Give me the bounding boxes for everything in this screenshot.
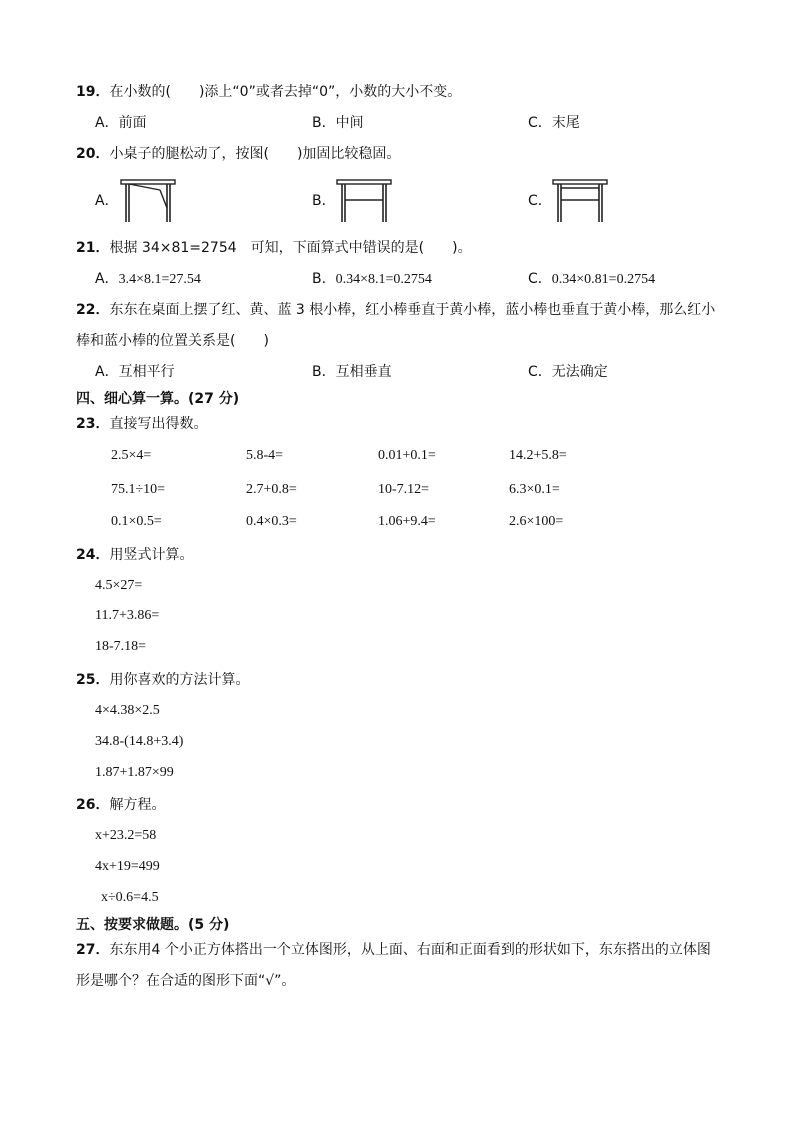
q20-stem [76,145,400,163]
q27-number: 27． [76,942,110,958]
option-letter: B． [312,364,336,380]
option-letter: A． [95,364,119,380]
q19-number: 19． [76,84,110,100]
q22-option-b[interactable] [312,363,392,381]
q19-text: 在小数的( )添上“0”或者去掉“0”，小数的大小不变。 [109,84,462,100]
q22-text-line1: 东东在桌面上摆了红、黄、蓝 3 根小棒，红小棒垂直于黄小棒，蓝小棒也垂直于黄小棒，那么红小 [109,302,716,318]
option-text: 互相平行 [118,364,175,380]
option-letter: B． [312,271,336,287]
q22-stem-line2: 棒和蓝小棒的位置关系是( ) [76,333,269,349]
q23-item: 14.2+5.8= [509,448,567,463]
section-4-heading: 四、细心算一算。(27 分) [76,391,240,407]
q22-option-c[interactable] [528,363,608,381]
q19-option-a[interactable] [95,114,147,132]
q24-text: 用竖式计算。 [109,547,194,563]
q24-item: 4.5×27= [95,578,143,593]
q23-item: 0.1×0.5= [111,514,162,529]
q23-item: 2.5×4= [111,448,152,463]
option-letter: A． [95,115,119,131]
q26-item: x÷0.6=4.5 [101,890,159,905]
q20-number: 20． [76,146,110,162]
q23-item: 0.4×0.3= [246,514,297,529]
q27-stem-line1 [76,941,711,959]
q25-item: 1.87+1.87×99 [95,765,174,780]
option-letter: C． [528,193,552,209]
option-text: 中间 [335,115,364,131]
q23-item: 10-7.12= [378,482,430,497]
q19-option-b[interactable] [312,114,364,132]
q26-text: 解方程。 [109,797,166,813]
q19-stem [76,83,461,101]
q21-stem [76,239,472,257]
option-letter: C． [528,271,552,287]
q27-text-line1: 东东用4 个小正方体搭出一个立体图形，从上面、右面和正面看到的形状如下，东东搭出的立体图 [109,942,711,958]
q20-option-c[interactable] [528,192,552,210]
table-a-icon [120,178,176,224]
q22-option-a[interactable] [95,363,175,381]
option-letter: B． [312,115,336,131]
q21-number: 21． [76,240,110,256]
option-letter: B． [312,193,336,209]
q23-number: 23． [76,416,110,432]
q23-item: 2.7+0.8= [246,482,297,497]
q25-text: 用你喜欢的方法计算。 [109,672,250,688]
q23-stem [76,415,207,433]
q25-item: 34.8-(14.8+3.4) [95,734,184,749]
option-letter: C． [528,364,552,380]
q21-option-b[interactable] [312,270,432,289]
option-text: 3.4×8.1=27.54 [118,272,201,287]
q23-text: 直接写出得数。 [109,416,208,432]
q21-option-c[interactable] [528,270,655,289]
option-text: 0.34×8.1=0.2754 [335,272,432,287]
q24-number: 24． [76,547,110,563]
q26-item: x+23.2=58 [95,828,157,843]
q20-option-b[interactable] [312,192,336,210]
option-letter: A． [95,271,119,287]
section-5-heading: 五、按要求做题。(5 分) [76,917,230,933]
q25-item: 4×4.38×2.5 [95,703,160,718]
q23-item: 75.1÷10= [111,482,166,497]
option-text: 末尾 [551,115,580,131]
option-letter: A． [95,193,119,209]
q25-stem [76,671,249,689]
q25-number: 25． [76,672,110,688]
q24-item: 11.7+3.86= [95,608,160,623]
option-text: 无法确定 [551,364,608,380]
table-c-icon [552,178,608,224]
q23-item: 1.06+9.4= [378,514,436,529]
q22-stem-line1 [76,301,715,319]
q22-number: 22． [76,302,110,318]
option-text: 互相垂直 [335,364,392,380]
q23-item: 6.3×0.1= [509,482,560,497]
q23-item: 5.8-4= [246,448,284,463]
q20-text: 小桌子的腿松动了，按图( )加固比较稳固。 [109,146,401,162]
table-b-icon [336,178,392,224]
q20-option-a[interactable] [95,192,119,210]
q24-item: 18-7.18= [95,639,147,654]
q24-stem [76,546,193,564]
q26-number: 26． [76,797,110,813]
q27-stem-line2: 形是哪个？在合适的图形下面“√”。 [76,973,296,989]
q19-option-c[interactable] [528,114,580,132]
q23-item: 0.01+0.1= [378,448,436,463]
q26-stem [76,796,165,814]
option-text: 前面 [118,115,147,131]
q21-text: 根据 34×81=2754 可知，下面算式中错误的是( )。 [109,240,472,256]
q26-item: 4x+19=499 [95,859,160,874]
option-text: 0.34×0.81=0.2754 [551,272,656,287]
option-letter: C． [528,115,552,131]
q23-item: 2.6×100= [509,514,564,529]
q21-option-a[interactable] [95,270,201,289]
